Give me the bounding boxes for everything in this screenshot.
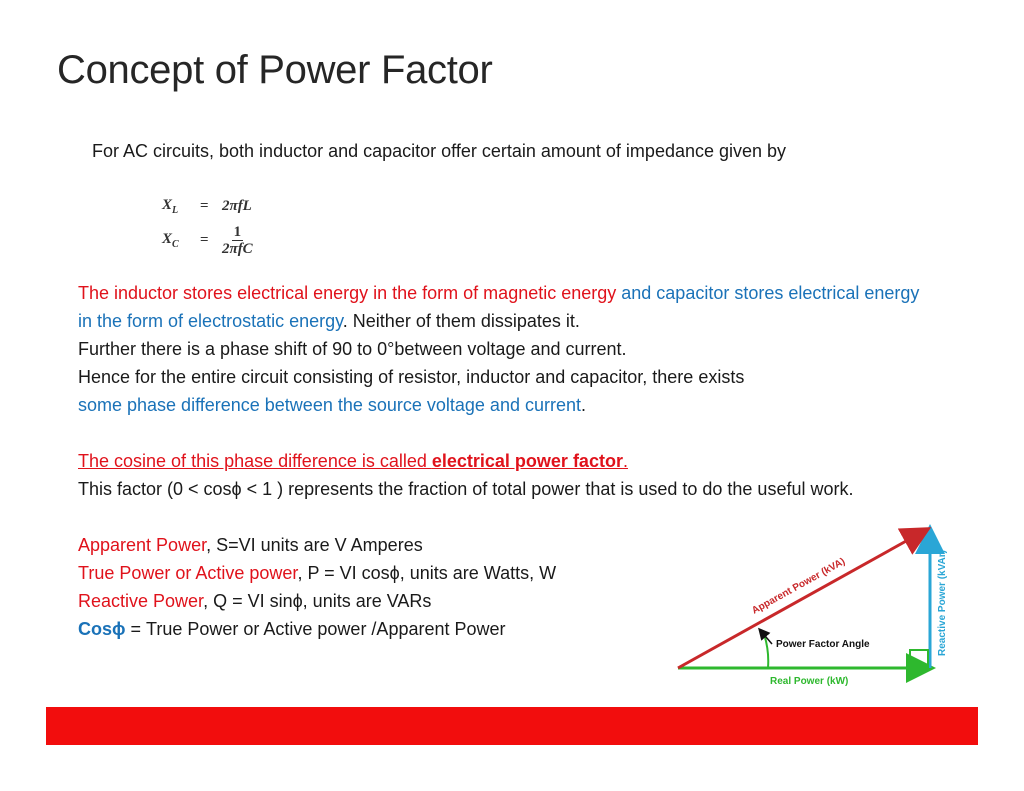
power-factor-term: electrical power factor — [431, 451, 623, 471]
apparent-power-line: Apparent Power, S=VI units are V Amperes — [78, 535, 423, 555]
real-power-text: Real Power (kW) — [770, 676, 849, 687]
xc-denominator: 2πfC — [222, 240, 253, 257]
right-angle-marker — [910, 650, 928, 668]
power-factor-angle-text: Power Factor Angle — [776, 639, 870, 650]
power-triangle-diagram — [668, 518, 958, 690]
xc-fraction — [222, 224, 253, 257]
true-power-line: True Power or Active power, P = VI cosϕ, units are Watts, W — [78, 563, 557, 583]
xl-equals: = — [200, 197, 209, 214]
capacitive-reactance-formula — [162, 220, 253, 260]
reactive-power-line: Reactive Power, Q = VI sinϕ, units are VARs — [78, 591, 432, 611]
capacitor-energy-text: and capacitor stores electrical energy in the form of electrostatic energy — [78, 283, 920, 331]
paragraph-circuit: Hence for the entire circuit consisting of resistor, inductor and capacitor, there exists some phase difference between the source voltage and current. — [78, 367, 745, 415]
xc-numerator: 1 — [233, 223, 242, 240]
xl-symbol: X — [162, 196, 173, 213]
cos-phi-label: Cosϕ — [78, 619, 126, 639]
apparent-power-text: Apparent Power (kVA) — [750, 556, 848, 617]
cos-phi-line: Cosϕ = True Power or Active power /Apparent Power — [78, 619, 506, 639]
reactive-power-text: Reactive Power (kVAr) — [937, 550, 948, 656]
true-power-label: True Power or Active power — [78, 563, 298, 583]
apparent-power-label: Apparent Power — [78, 535, 207, 555]
dissipation-text: . Neither of them dissipates it. — [342, 311, 580, 331]
paragraph-factor-range: This factor (0 < cosϕ < 1 ) represents the fraction of total power that is used to do the useful work. — [78, 479, 854, 499]
paragraph-power-factor-definition: The cosine of this phase difference is called electrical power factor. — [78, 451, 628, 471]
intro-text: For AC circuits, both inductor and capacitor offer certain amount of impedance given by — [92, 141, 787, 161]
cosine-definition-text: The cosine of this phase difference is called — [78, 451, 432, 471]
page-title: Concept of Power Factor — [57, 48, 493, 92]
xc-equals: = — [200, 231, 209, 248]
xl-subscript: L — [172, 204, 179, 216]
inductor-energy-text: The inductor stores electrical energy in the form of magnetic energy — [78, 283, 617, 303]
phase-difference-text: some phase difference between the source voltage and current — [78, 395, 581, 415]
footer-bar — [46, 707, 978, 745]
reactive-power-label: Reactive Power — [78, 591, 204, 611]
paragraph-phase-shift: Further there is a phase shift of 90 to 0°between voltage and current. — [78, 339, 627, 359]
xc-subscript: C — [172, 238, 179, 250]
paragraph-energy-storage — [78, 279, 938, 335]
inductive-reactance-formula — [162, 192, 253, 220]
xl-expression: 2πfL — [222, 197, 252, 214]
xc-symbol: X — [162, 230, 173, 247]
circuit-text: Hence for the entire circuit consisting of resistor, inductor and capacitor, there exists — [78, 367, 745, 387]
impedance-formulas — [162, 192, 253, 260]
